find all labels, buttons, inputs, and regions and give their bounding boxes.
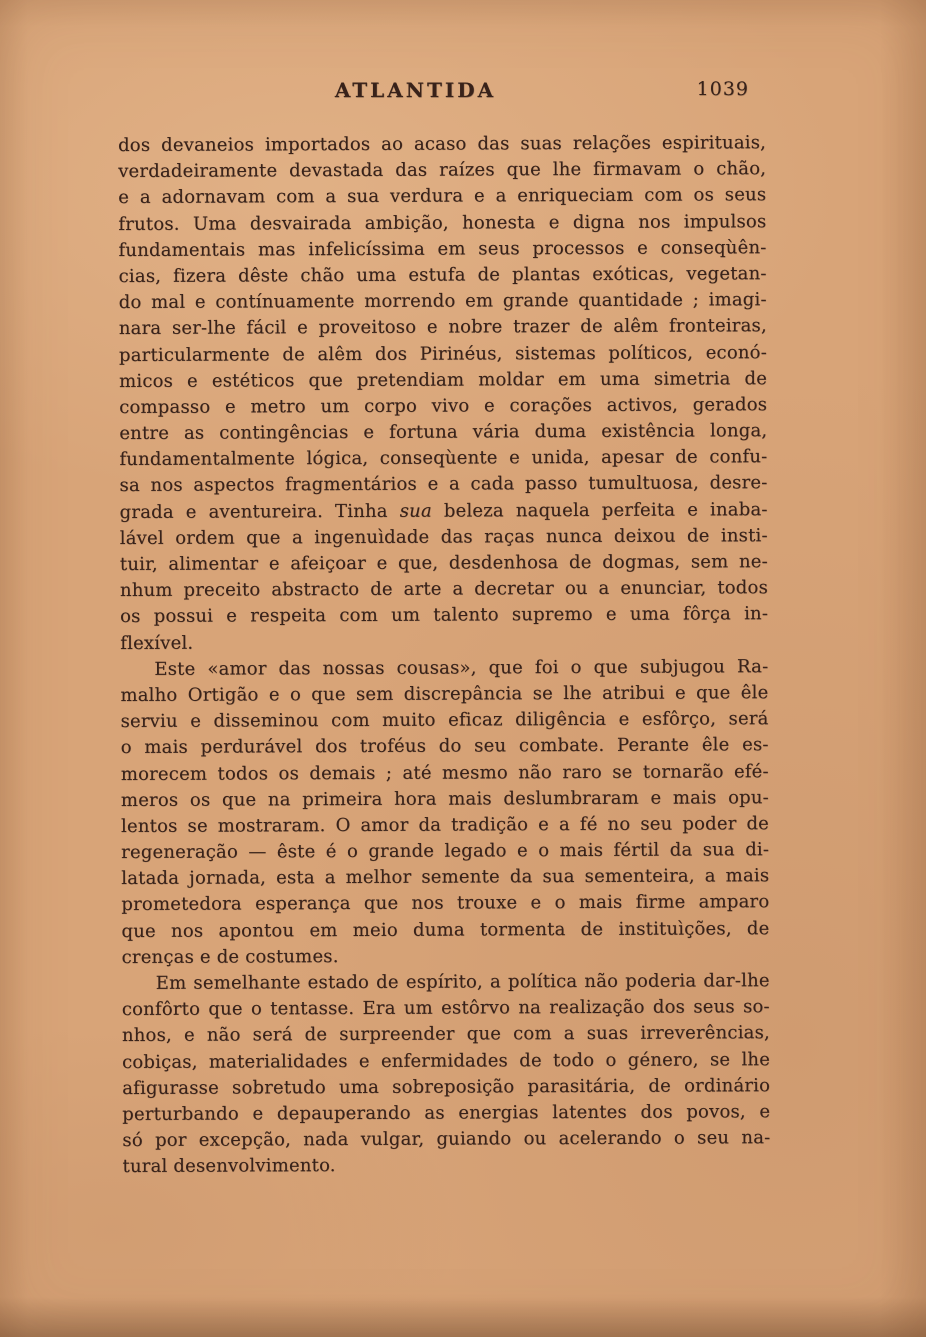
text-line: serviu e disseminou com muito eficaz diligência e esfôrço, será xyxy=(120,708,769,733)
text-line: morecem todos os demais ; até mesmo não raro se tornarão efé- xyxy=(120,760,769,785)
text-line: nara ser-lhe fácil e proveitoso e nobre trazer de alêm fronteiras, xyxy=(118,315,767,340)
text-line: tuir, alimentar e afeiçoar e que, desdenhosa de dogmas, sem ne- xyxy=(119,551,768,575)
paragraph xyxy=(122,968,771,1180)
text-line: flexível. xyxy=(120,632,194,654)
page-number: 1039 xyxy=(696,78,749,100)
text-line: prometedora esperança que nos trouxe e o mais firme amparo xyxy=(121,891,770,916)
text-line: meros os que na primeira hora mais deslumbraram e mais opu- xyxy=(120,786,769,811)
text-line: compasso e metro um corpo vivo e corações activos, gerados xyxy=(119,394,768,418)
text-line: só por excepção, nada vulgar, guiando ou acelerando o seu na- xyxy=(122,1127,771,1152)
text-line: malho Ortigão e o que sem discrepância se lhe atribui e que êle xyxy=(120,682,769,706)
text-line: Em semelhante estado de espírito, a política não poderia dar-lhe xyxy=(155,970,770,994)
page-header xyxy=(118,78,765,104)
text-line: nhum preceito abstracto de arte a decretar ou a enunciar, todos xyxy=(119,577,769,602)
paragraph xyxy=(118,130,768,657)
text-line: micos e estéticos que pretendiam moldar em uma simetria de xyxy=(119,367,768,392)
text-line: fundamentalmente lógica, conseqùente e unida, apesar de confu- xyxy=(119,446,768,471)
text-line: afigurasse sobretudo uma sobreposição parasitária, de ordinário xyxy=(122,1074,771,1099)
text-line: frutos. Uma desvairada ambição, honesta e digna nos impulsos xyxy=(118,210,767,235)
italic-word: sua xyxy=(399,500,432,522)
text-line: cobiças, materialidades e enfermidades de todo o género, se lhe xyxy=(122,1048,771,1073)
text-line: o mais perdurável dos troféus do seu combate. Perante êle es- xyxy=(120,734,769,759)
text-line: lável ordem que a ingenuìdade das raças nunca deixou de insti- xyxy=(119,524,768,549)
text-line: regeneração — êste é o grande legado e o mais fértil da sua di- xyxy=(121,839,770,864)
text-line: cias, fizera dêste chão uma estufa de plantas exóticas, vegetan- xyxy=(118,263,767,287)
text-line: fundamentais mas infelicíssima em seus processos e conseqùên- xyxy=(118,236,767,261)
text-line: e a adornavam com a sua verdura e a enriqueciam com os seus xyxy=(118,184,767,209)
text-segment: beleza naquela perfeita e inaba- xyxy=(431,498,768,522)
text-line: perturbando e depauperando as energias latentes dos povos, e xyxy=(122,1101,771,1125)
text-line: latada jornada, esta a melhor semente da sua sementeira, a mais xyxy=(121,865,770,890)
text-line: lentos se mostraram. O amor da tradição e a fé no seu poder de xyxy=(120,813,770,837)
text-line: dos devaneios importados ao acaso das suas relações espirituais, xyxy=(118,132,767,156)
text-line: os possui e respeita com um talento supremo e uma fôrça in- xyxy=(120,603,769,628)
text-line: confôrto que o tentasse. Era um estôrvo na realização dos seus so- xyxy=(121,996,770,1021)
text-line xyxy=(120,497,768,526)
text-line: sa nos aspectos fragmentários e a cada passo tumultuosa, desre- xyxy=(119,472,768,497)
text-block xyxy=(118,130,771,1180)
text-line: nhos, e não será de surpreender que com a suas irreverências, xyxy=(121,1022,770,1047)
running-title: ATLANTIDA xyxy=(334,78,497,102)
text-line: particularmente de alêm dos Pirinéus, sistemas políticos, econó- xyxy=(118,341,768,366)
paragraph xyxy=(120,654,769,971)
text-line: tural desenvolvimento. xyxy=(122,1155,336,1178)
text-line: do mal e contínuamente morrendo em grande quantidade ; imagi- xyxy=(118,289,767,314)
text-line: verdadeiramente devastada das raízes que lhe firmavam o chão, xyxy=(118,158,767,183)
text-line: crenças e de costumes. xyxy=(121,945,339,968)
text-line: que nos apontou em meio duma tormenta de instituìções, de xyxy=(121,917,770,942)
text-line: Este «amor das nossas cousas», que foi o que subjugou Ra- xyxy=(154,655,769,680)
text-line: entre as contingências e fortuna vária duma existência longa, xyxy=(119,420,768,445)
text-segment: grada e aventureira. Tinha xyxy=(119,500,400,523)
